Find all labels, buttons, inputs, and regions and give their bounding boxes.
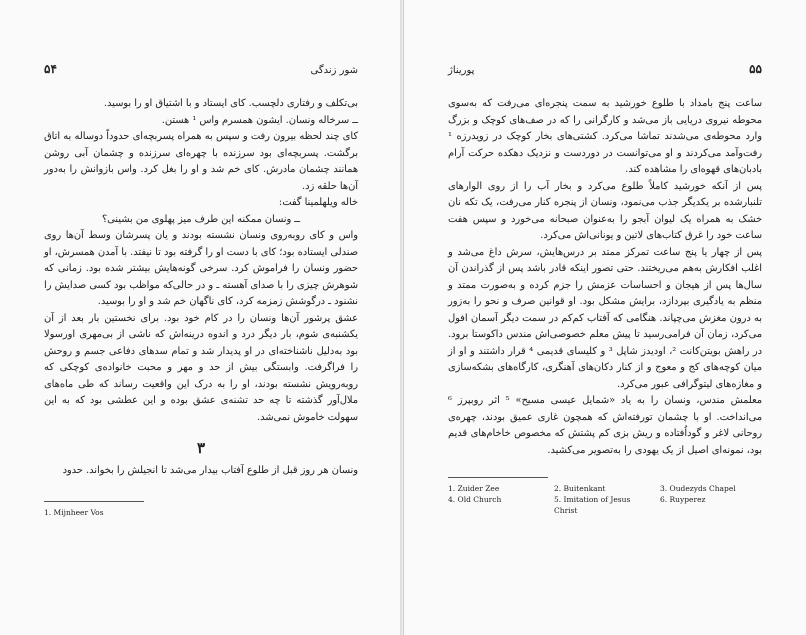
paragraph: ــ سرخاله ونسان. ایشون همسرم واس ¹ هستن. <box>161 114 358 126</box>
footnote: 1. Mijnheer Vos <box>44 508 104 517</box>
paragraph: عشق پرشور آن‌ها ونسان را در کام خود بود. برای نخستین بار بعد از آن یکشنبه‌ی شوم، بار دیگر درد و اندوه درینه‌اش که ناشی از بی‌مهری اورسولا بود به‌دلیل ناشناخته‌ای در او پدیدار شد و تمام سدهای دفاعی جسم و روحش را فراگرفت. وابستگی بیش از حد و مهر و محبت خانواده‌ی کوچکی که روبه‌رویش نشسته بودند، او را به درک این واقعیت رساند که طی ماه‌های ملال‌آور گذشته تا چه حد تشنه‌ی عشق بوده و این عطشی بود که به این سهولت خاموش نمی‌شد. <box>44 312 358 423</box>
footnote: 1. Zuider Zee <box>448 484 500 493</box>
footnote: 3. Oudezyds Chapel <box>660 484 736 493</box>
left-page-number: ۵۴ <box>44 62 57 76</box>
footnote: 6. Ruyperez <box>660 495 706 504</box>
left-page-body <box>44 96 358 479</box>
paragraph: کای چند لحظه بیرون رفت و سپس به همراه پسربچه‌ای حدوداً دوساله به اتاق برگشت. پسربچه‌ای بود سرزنده با چهره‌ای سرزنده و چشمان آبی روشن همانند چشمان مادرش. کای خم شد و او را بغل کرد. واس بازوانش را به‌دور آن‌ها حلقه زد. <box>44 131 358 192</box>
paragraph: پس از آنکه خورشید کاملاً طلوع می‌کرد و بخار آب را از روی الوارهای تلنبارشده بر یکدیگر جذب می‌نمود، ونسان از پنجره کنار می‌رفت، یک تکه نان خشک به همراه یک لیوان آبجو را به‌عنوان صبحانه می‌خورد و سپس هفت ساعت خود را غرق کتاب‌های لاتین و یونانی‌اش می‌کرد. <box>448 180 762 241</box>
right-page <box>403 0 806 635</box>
left-page-header <box>44 62 358 76</box>
left-running-title: شور زندگی <box>310 65 358 76</box>
left-footnotes <box>44 507 358 518</box>
right-page-body <box>448 96 762 459</box>
paragraph: ساعت پنج بامداد با طلوع خورشید به سمت پنجره‌ای می‌رفت که به‌سوی محوطه نیروی دریایی باز می‌شد و کارگرانی را که در صف‌های کوچک و بزرگ وارد محوطه‌ی می‌شدند تماشا می‌کرد. کشتی‌های بخار کوچک در زویدرزه ¹ رفت‌وآمد می‌کردند و او می‌توانست در دوردست و نزدیک دهکده حرکت آرام بادبان‌های قهوه‌ای را مشاهده کند. <box>448 98 762 175</box>
right-page-header <box>448 62 762 76</box>
paragraph: واس و کای روبه‌روی ونسان نشسته بودند و یان پسرشان وسط آن‌ها روی صندلی ایستاده بود؛ کای با دست او را گرفته بود تا نیفتد. با آمدن همسرش، او حضور ونسان را فراموش کرد. سرخی گونه‌هایش بیشتر شده بود. زمانی که شوهرش چیزی را با صدای آهسته ـ و در حالی‌که مواظب بود کسی صدایش را نشنود ـ درگوشش زمزمه کرد، کای ناگهان خم شد و او را بوسید. <box>44 230 358 307</box>
footnote: 4. Old Church <box>448 495 502 504</box>
right-running-title: پوریناژ <box>448 65 475 76</box>
paragraph: معلمش مندس، ونسان را به یاد «شمایل عیسی مسیح» ⁵ اثر روبپرز ⁶ می‌انداخت. او با چشمان تورفته‌اش که همچون غاری عمیق بودند، چهره‌ی روحانی لاغر و گوداُفتاده و ریش بزی کم پشتش که مخصوص خاخام‌های قدیم بود، نمونه‌ای اصیل از یک یهودی را به‌تصویر می‌کشید. <box>448 395 763 456</box>
footnote: 2. Buitenkant <box>554 484 606 493</box>
paragraph: ــ ونسان ممکنه این طرف میز پهلوی من بشینی؟ <box>101 213 301 225</box>
footnote-divider <box>448 477 548 478</box>
right-page-number: ۵۵ <box>749 62 762 76</box>
paragraph: خاله ویلهلمینا گفت: <box>278 197 358 208</box>
footnote-divider <box>44 501 144 502</box>
paragraph: پس از چهار یا پنج ساعت تمرکز ممتد بر درس‌هایش، سرش داغ می‌شد و اغلب افکارش به‌هم می‌ریختند. حتی تصور اینکه قادر باشد پس از گذراندن آن سال‌ها پس از هیجان و احساسات عزمش را جزم کرده و به‌صورت ممتد و منظم به یادگیری بپردازد، برایش مشکل بود. او قوانین صرف و نحو را به‌زور به درون مغزش می‌چپاند. هنگامی که آفتاب کم‌کم در سمت دیگر آسمان افول می‌کرد، زمان آن فرامی‌رسید تا پیش معلم خصوصی‌اش مندس داکوستا برود. در راهش بویتن‌کانت ²، اودیدز شاپل ³ و کلیسای قدیمی ⁴ قرار داشتند و او از میان کوچه‌های کج و معوج و از کنار دکان‌های آهنگری، کارگاه‌های بشکه‌سازی و مغازه‌های لیتوگرافی عبور می‌کرد. <box>448 246 762 390</box>
footnote: 5. Imitation of Jesus Christ <box>554 495 631 515</box>
paragraph: بی‌تکلف و رفتاری دلچسب. کای ایستاد و با اشتیاق او را بوسید. <box>103 98 358 109</box>
chapter-number: ۳ <box>196 439 206 457</box>
right-footnotes <box>448 483 762 516</box>
chapter-opening: ونسان هر روز قبل از طلوع آفتاب بیدار می‌شد تا انجیلش را بخواند. حدود <box>62 464 358 476</box>
